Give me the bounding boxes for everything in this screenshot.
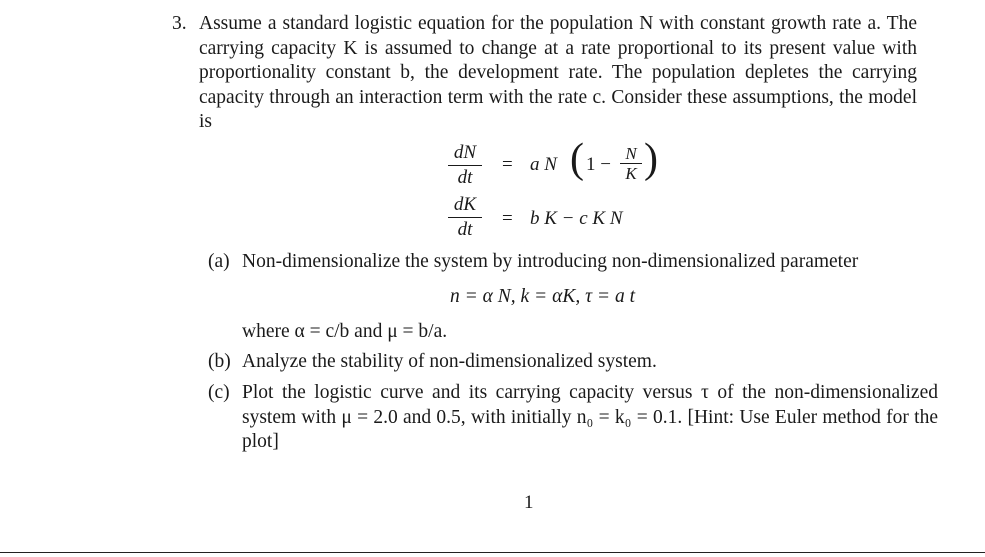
fraction-dn-dt	[448, 142, 482, 189]
part-b-label: (b)	[208, 351, 231, 372]
part-c	[208, 381, 938, 455]
inner-denominator: K	[625, 164, 637, 183]
model-equations	[448, 136, 728, 242]
where-definitions: where α = c/b and μ = b/a.	[242, 321, 448, 342]
equals-sign: =	[502, 208, 513, 229]
fraction-dk-dt	[448, 194, 482, 241]
inner-numerator: N	[625, 144, 637, 163]
fraction-n-over-k	[620, 144, 642, 183]
substitution-equation: n = α N, k = αK, τ = a t	[450, 286, 636, 307]
page-number: 1	[524, 492, 534, 513]
part-a-text: Non-dimensionalize the system by introducing non-dimensionalized parameter	[242, 251, 859, 272]
lhs-numerator: dN	[453, 142, 477, 163]
rhs-prefix: a N	[530, 154, 557, 175]
part-c-text: Plot the logistic curve and its carrying capacity versus τ of the non-dimensionalized system with μ = 2.0 and 0.5, with initially n₀ = k₀ = 0.1. [Hint: Use Euler method for the plot]	[242, 382, 938, 453]
lhs-denominator: dt	[457, 167, 473, 188]
lhs-numerator: dK	[453, 194, 477, 215]
left-paren: (	[570, 136, 584, 182]
lhs-denominator: dt	[457, 219, 473, 240]
equation-dn-dt	[448, 136, 728, 192]
part-b	[208, 350, 938, 375]
part-c-label: (c)	[208, 382, 230, 403]
rhs-expression: b K − c K N	[530, 208, 623, 229]
problem-3	[172, 12, 917, 135]
equation-dk-dt	[448, 194, 728, 244]
part-b-text: Analyze the stability of non-dimensionalized system.	[242, 351, 657, 372]
problem-number: 3.	[172, 13, 187, 34]
equals-sign: =	[502, 154, 513, 175]
bottom-divider	[0, 552, 985, 553]
paren-inner-left: 1 −	[586, 154, 611, 175]
right-paren: )	[644, 136, 658, 182]
part-a	[208, 250, 938, 275]
part-a-label: (a)	[208, 251, 230, 272]
problem-intro-text: Assume a standard logistic equation for the population N with constant growth rate a. The carrying capacity K is assumed to change at a rate proportional to its present value with proportionality constant b, the development rate. The population depletes the carrying capacity through an interaction term with the rate c. Consider these assumptions, the model is	[199, 13, 917, 133]
